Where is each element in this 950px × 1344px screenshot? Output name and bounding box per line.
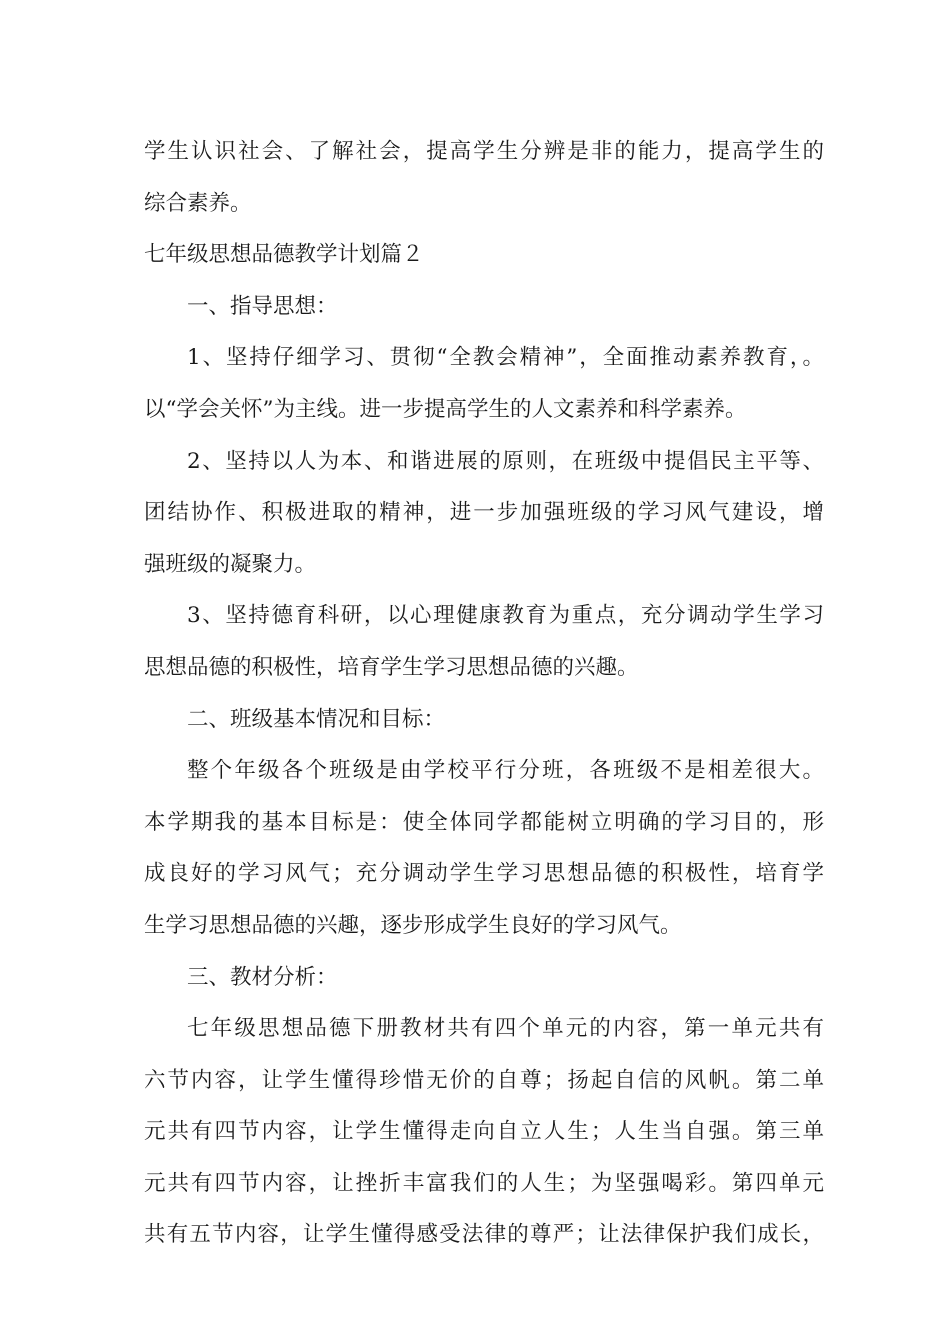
text-line: 本学期我的基本目标是：使全体同学都能树立明确的学习目的，形	[144, 809, 824, 835]
text-line: 七年级思想品德教学计划篇２	[144, 242, 424, 268]
text-line: 元共有四节内容，让学生懂得走向自立人生；人生当自强。第三单	[144, 1119, 824, 1145]
text-line: 1、坚持仔细学习、贯彻“全教会精神”，全面推动素养教育，。	[187, 345, 824, 371]
text-line: 成良好的学习风气；充分调动学生学习思想品德的积极性，培育学	[144, 861, 824, 887]
text-line: 2、坚持以人为本、和谐进展的原则，在班级中提倡民主平等、	[187, 448, 824, 474]
text-line: 一、指导思想：	[187, 293, 338, 319]
text-line: 以“学会关怀”为主线。进一步提高学生的人文素养和科学素养。	[144, 396, 747, 422]
text-line: 3、坚持德育科研，以心理健康教育为重点，充分调动学生学习	[187, 603, 824, 629]
text-line: 七年级思想品德下册教材共有四个单元的内容，第一单元共有	[187, 1016, 824, 1042]
text-line: 二、班级基本情况和目标：	[187, 706, 446, 732]
text-line: 综合素养。	[144, 190, 252, 216]
text-line: 团结协作、积极进取的精神，进一步加强班级的学习风气建设，增	[144, 500, 824, 526]
text-line: 思想品德的积极性，培育学生学习思想品德的兴趣。	[144, 654, 639, 680]
text-line: 强班级的凝聚力。	[144, 551, 317, 577]
text-line: 学生认识社会、了解社会，提高学生分辨是非的能力，提高学生的	[144, 139, 824, 164]
text-line: 整个年级各个班级是由学校平行分班，各班级不是相差很大。	[187, 758, 824, 784]
text-line: 六节内容，让学生懂得珍惜无价的自尊；扬起自信的风帆。第二单	[144, 1067, 824, 1093]
text-line: 生学习思想品德的兴趣，逐步形成学生良好的学习风气。	[144, 912, 682, 938]
text-line: 三、教材分析：	[187, 964, 338, 990]
text-line: 共有五节内容，让学生懂得感受法律的尊严；让法律保护我们成长，	[144, 1222, 824, 1248]
document-body	[144, 126, 824, 1261]
text-line: 元共有四节内容，让挫折丰富我们的人生；为坚强喝彩。第四单元	[144, 1170, 824, 1196]
